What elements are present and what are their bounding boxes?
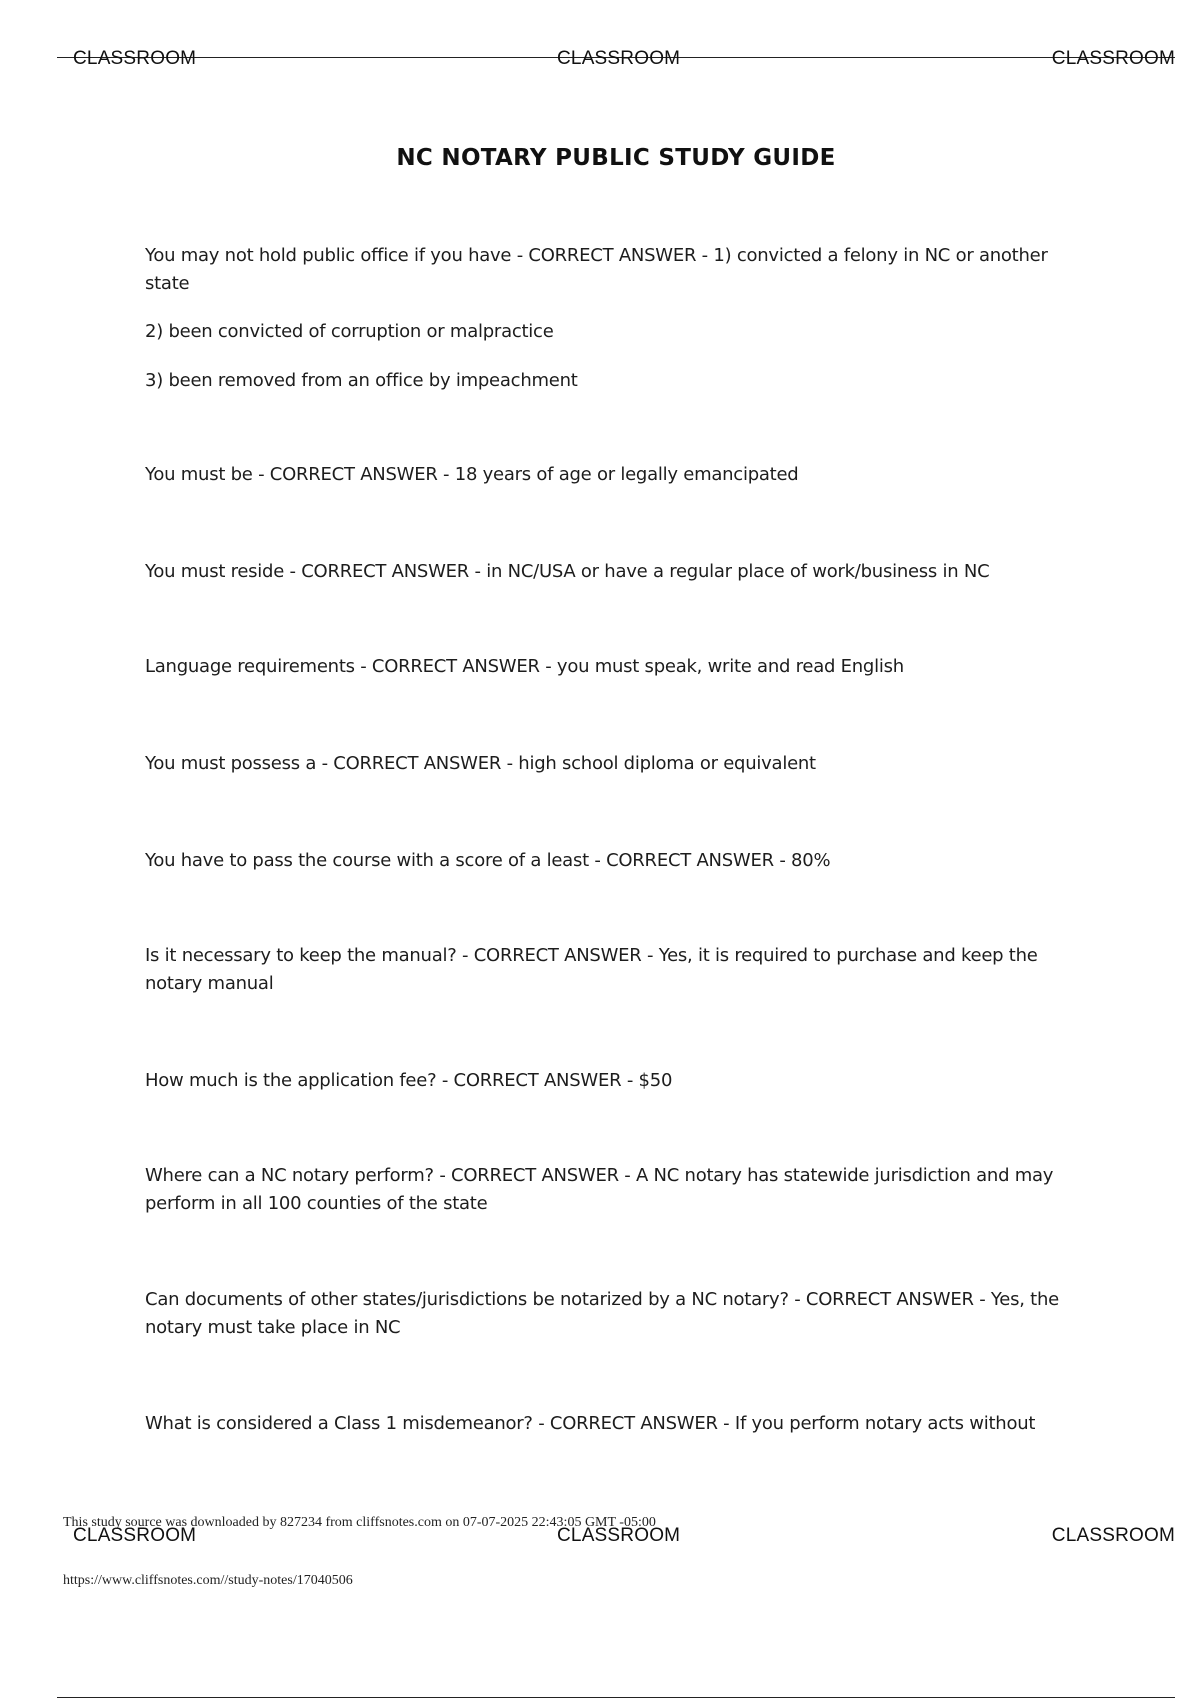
header-watermark-right: CLASSROOM (1051, 48, 1175, 69)
header-watermark-left: CLASSROOM (73, 48, 197, 69)
qa-entry-residence: You must reside - CORRECT ANSWER - in NC/USA or have a regular place of work/business in NC (145, 561, 990, 582)
footer-watermark-center: CLASSROOM (557, 1525, 681, 1546)
qa-entry-misdemeanor: What is considered a Class 1 misdemeanor? - CORRECT ANSWER - If you perform notary acts without (145, 1413, 1036, 1434)
qa-entry-impeachment: 3) been removed from an office by impeachment (145, 370, 578, 391)
qa-entry-diploma: You must possess a - CORRECT ANSWER - high school diploma or equivalent (145, 753, 816, 774)
qa-entry-other-states: Can documents of other states/jurisdictions be notarized by a NC notary? - CORRECT ANSWER - Yes, the notary must take place in NC (145, 1289, 1059, 1338)
qa-entry-language: Language requirements - CORRECT ANSWER - you must speak, write and read English (145, 656, 904, 677)
header-watermark-row (57, 47, 1175, 71)
qa-entry-jurisdiction: Where can a NC notary perform? - CORRECT ANSWER - A NC notary has statewide jurisdiction and may perform in all 100 counties of the state (145, 1165, 1054, 1214)
qa-entry-corruption: 2) been convicted of corruption or malpractice (145, 321, 554, 342)
document-title: NC NOTARY PUBLIC STUDY GUIDE (396, 145, 836, 171)
qa-entry-application-fee: How much is the application fee? - CORRECT ANSWER - $50 (145, 1070, 673, 1091)
header-watermark-center: CLASSROOM (557, 48, 681, 69)
footer-watermark-left: CLASSROOM (73, 1525, 197, 1546)
download-source-note: This study source was downloaded by 827234 from cliffsnotes.com on 07-07-2025 22:43:05 GMT -05:00 (63, 1515, 656, 1530)
qa-entry-manual: Is it necessary to keep the manual? - CORRECT ANSWER - Yes, it is required to purchase and keep the notary manual (145, 945, 1038, 994)
qa-entry-public-office: You may not hold public office if you have - CORRECT ANSWER - 1) convicted a felony in NC or another state (145, 245, 1048, 294)
qa-entry-course-score: You have to pass the course with a score of a least - CORRECT ANSWER - 80% (145, 850, 831, 871)
footer-watermark-right: CLASSROOM (1051, 1525, 1175, 1546)
source-url-link[interactable]: https://www.cliffsnotes.com//study-notes/17040506 (63, 1573, 353, 1588)
bottom-rule (57, 1697, 1175, 1698)
qa-entry-age: You must be - CORRECT ANSWER - 18 years of age or legally emancipated (145, 464, 799, 485)
